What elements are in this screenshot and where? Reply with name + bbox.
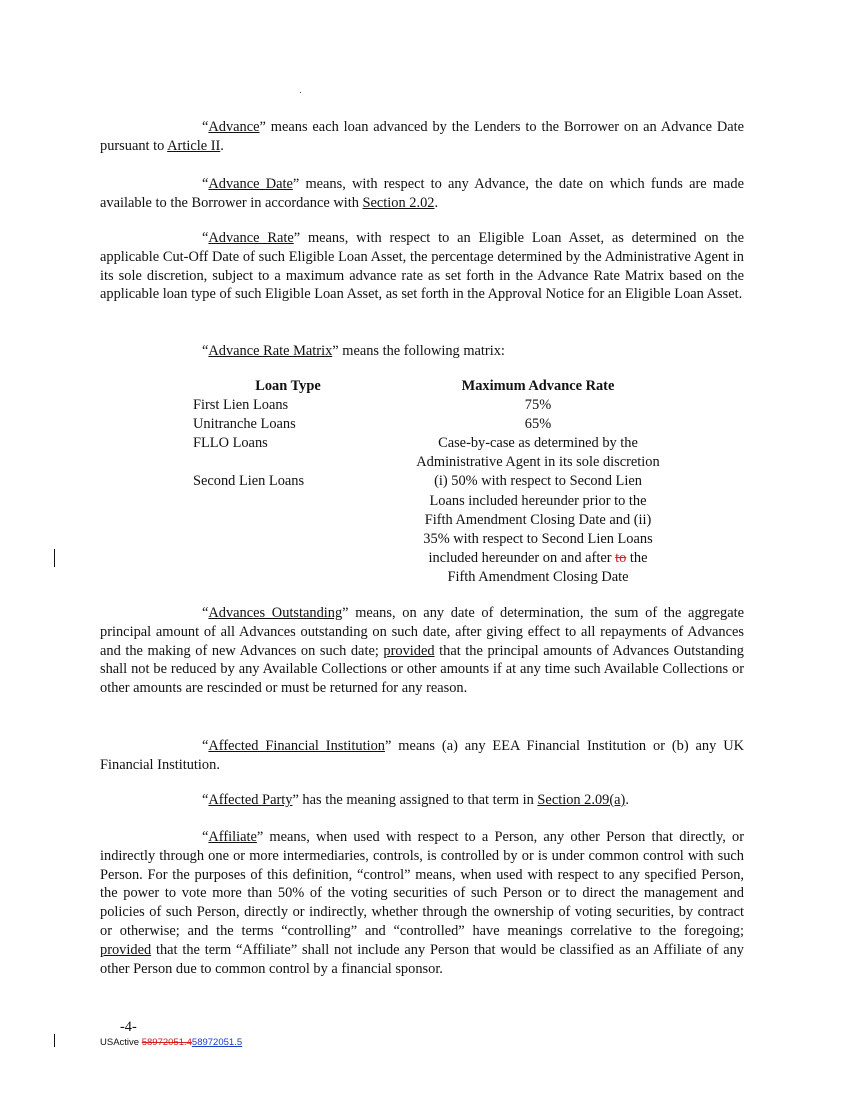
ref-section-2-02: Section 2.02	[362, 194, 435, 211]
advance-rate-matrix-table	[193, 377, 693, 587]
definition-advance-date: “Advance Date” means, with respect to any Advance, the date on which funds are made available to the Borrower in accordance with Section 2.02.	[100, 176, 744, 211]
deleted-doc-id: 58972051.4	[141, 1037, 192, 1048]
term-advance-rate: Advance Rate	[208, 230, 294, 246]
header-max-rate: Maximum Advance Rate	[461, 378, 615, 394]
stray-mark	[300, 92, 301, 93]
ref-article-ii: Article II	[167, 137, 221, 154]
document-id: USActive 58972051.458972051.5	[100, 1037, 243, 1048]
term-affiliate: Affiliate	[208, 829, 257, 845]
table-row: First Lien Loans 75%	[193, 397, 552, 414]
definition-affiliate: “Affiliate” means, when used with respect to a Person, any other Person that directly, or indirectly through one or more intermediaries, controls, is controlled by or is under common control with such Person. For the purposes of this definition, “control” means, when used with respect to any specified Person, the power to vote more than 50% of the voting securities of such Person or to direct the management and policies of such Person, directly or indirectly, whether through the ownership of voting securities, by contract or otherwise; and the terms “controlling” and “controlled” have meanings correlative to the foregoing; provided that the term “Affiliate” shall not include any Person that would be classified as an Affiliate of any other Person due to common control by a financial sponsor.	[100, 829, 744, 977]
table-header-row	[193, 377, 693, 396]
revision-bar	[54, 1034, 55, 1047]
provided-underlined: provided	[383, 642, 435, 659]
definition-advance: “Advance” means each loan advanced by the Lenders to the Borrower on an Advance Date pursuant to Article II.	[100, 119, 744, 154]
term-advances-outstanding: Advances Outstanding	[208, 605, 343, 621]
term-advance-rate-matrix: Advance Rate Matrix	[208, 343, 333, 359]
definition-advance-rate: “Advance Rate” means, with respect to an Eligible Loan Asset, as determined on the applicable Cut-Off Date of such Eligible Loan Asset, the percentage determined by the Administrative Agent in its sole discretion, subject to a maximum advance rate as set forth in the Advance Rate Matrix based on the applicable loan type of such Eligible Loan Asset, as set forth in the Approval Notice for an Eligible Loan Asset.	[100, 230, 745, 303]
table-row: FLLO Loans Case-by-case as determined by the Administrative Agent in its sole discretion	[193, 435, 660, 471]
definition-advance-rate-matrix: “Advance Rate Matrix” means the following matrix:	[202, 343, 505, 359]
provided-underlined: provided	[100, 941, 152, 958]
definition-affected-financial-institution: “Affected Financial Institution” means (a) any EEA Financial Institution or (b) any UK Financial Institution.	[100, 738, 744, 773]
header-loan-type: Loan Type	[255, 378, 321, 394]
inserted-doc-id: 58972051.5	[191, 1037, 243, 1048]
deleted-text: to	[615, 549, 627, 566]
table-row: Unitranche Loans 65%	[193, 416, 552, 433]
term-advance: Advance	[208, 119, 260, 135]
term-advance-date: Advance Date	[208, 176, 293, 192]
page-number: -4-	[120, 1019, 137, 1035]
definition-advances-outstanding: “Advances Outstanding” means, on any date of determination, the sum of the aggregate principal amount of all Advances outstanding on such date, after giving effect to all repayments of Advances and the making of new Advances on such date; provided that the principal amounts of Advances Outstanding shall not be reduced by any Available Collections or other amounts if at any time such Available Collections or other amounts are rescinded or must be returned for any reason.	[100, 605, 744, 697]
ref-section-2-09a: Section 2.09(a)	[537, 792, 626, 808]
revision-bar	[54, 549, 55, 567]
definition-affected-party: “Affected Party” has the meaning assigned to that term in Section 2.09(a).	[202, 792, 629, 808]
table-row: Second Lien Loans (i) 50% with respect to Second Lien Loans included hereunder prior to the Fifth Amendment Closing Date and (ii) 35% with respect to Second Lien Loans included hereunder on and after to the Fifth Amendment Closing Date	[193, 473, 653, 585]
term-affected-party: Affected Party	[208, 792, 293, 808]
term-affected-fi: Affected Financial Institution	[208, 738, 385, 754]
